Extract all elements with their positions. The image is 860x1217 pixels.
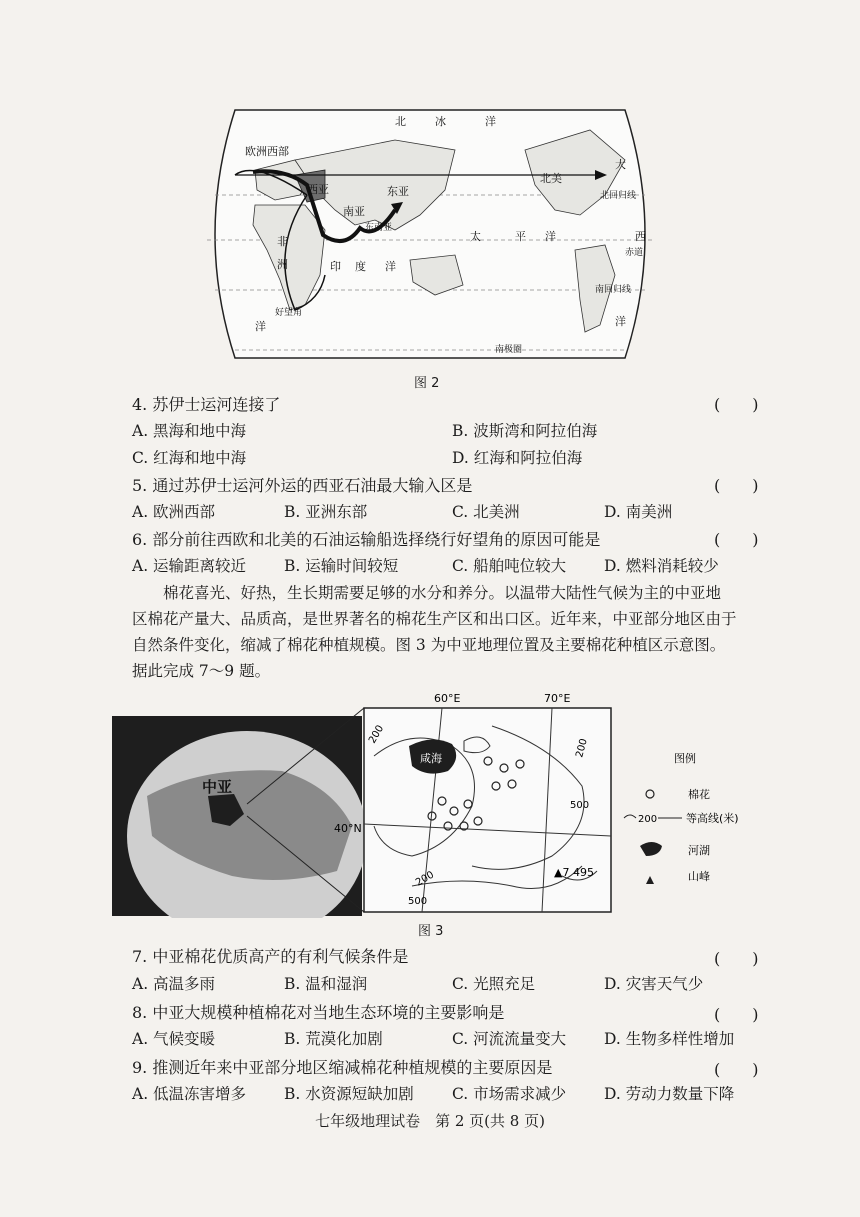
- map-label-xi: 西: [635, 230, 646, 243]
- map-label-equator: 赤道: [625, 248, 644, 258]
- question-5-option-d[interactable]: D. 南美洲: [604, 503, 673, 521]
- legend-cotton-label: 棉花: [688, 788, 710, 801]
- map-label-antarctic-circle: 南极圈: [495, 345, 523, 355]
- question-7-option-d[interactable]: D. 灾害天气少: [604, 975, 704, 993]
- question-5-answer-bracket[interactable]: ( ): [714, 476, 759, 495]
- question-5-option-b[interactable]: B. 亚洲东部: [284, 503, 368, 521]
- question-6-option-a[interactable]: A. 运输距离较近: [132, 557, 247, 575]
- legend-lake-icon: [640, 842, 662, 856]
- question-5-stem: 5. 通过苏伊士运河外运的西亚石油最大输入区是: [132, 476, 473, 495]
- question-6-answer-bracket[interactable]: ( ): [714, 530, 759, 549]
- question-5-option-a[interactable]: A. 欧洲西部: [132, 503, 216, 521]
- question-7-stem: 7. 中亚棉花优质高产的有利气候条件是: [132, 947, 409, 966]
- question-4-option-a[interactable]: A. 黑海和地中海: [132, 422, 247, 440]
- question-4-answer-bracket[interactable]: ( ): [714, 395, 759, 414]
- map-label-da: 大: [615, 158, 626, 171]
- question-4-option-c[interactable]: C. 红海和地中海: [132, 449, 247, 467]
- map-label-east-asia: 东亚: [387, 185, 409, 198]
- map-label-yang4: 洋: [255, 320, 266, 333]
- question-6-option-b[interactable]: B. 运输时间较短: [284, 557, 399, 575]
- question-7-option-a[interactable]: A. 高温多雨: [132, 975, 216, 993]
- map-label-africa-1: 非: [277, 235, 288, 248]
- question-7-option-b[interactable]: B. 温和湿润: [284, 975, 368, 993]
- question-8-option-a[interactable]: A. 气候变暖: [132, 1030, 216, 1048]
- question-7-option-c[interactable]: C. 光照充足: [452, 975, 536, 993]
- lake-label-aral-sea: 咸海: [420, 752, 442, 765]
- contour-label-500-a: 500: [570, 800, 590, 811]
- question-6-option-d[interactable]: D. 燃料消耗较少: [604, 557, 719, 575]
- passage-line-4: 据此完成 7～9 题。: [132, 662, 271, 680]
- map-label-africa-2: 洲: [277, 258, 288, 271]
- contour-label-200-a: 200: [367, 723, 387, 746]
- map-label-yin: 印: [330, 260, 341, 273]
- map-label-western-europe: 欧洲西部: [245, 145, 289, 158]
- question-9-option-c[interactable]: C. 市场需求减少: [452, 1085, 567, 1103]
- question-7-answer-bracket[interactable]: ( ): [714, 949, 759, 968]
- question-8-option-c[interactable]: C. 河流流量变大: [452, 1030, 567, 1048]
- page-footer: 七年级地理试卷 第 2 页(共 8 页): [315, 1112, 545, 1130]
- longitude-label-60e: 60°E: [434, 692, 461, 705]
- question-5-option-c[interactable]: C. 北美洲: [452, 503, 520, 521]
- map-label-west-asia: 西亚: [307, 183, 329, 196]
- figure-3-central-asia-map: [112, 686, 784, 918]
- map-label-ocean: 洋: [485, 115, 496, 128]
- question-9-option-d[interactable]: D. 劳动力数量下降: [604, 1085, 735, 1103]
- map-label-north-america: 北美: [540, 172, 562, 185]
- map-label-yang2: 洋: [545, 230, 556, 243]
- map-label-cape-good-hope: 好望角: [275, 308, 303, 318]
- peak-label: ▲7 495: [554, 866, 594, 879]
- globe-label-central-asia: 中亚: [202, 778, 233, 796]
- legend-peak-label: 山峰: [688, 870, 710, 883]
- map-label-south-asia: 南亚: [343, 205, 365, 218]
- legend-peak-icon: [646, 876, 654, 884]
- question-9-answer-bracket[interactable]: ( ): [714, 1060, 759, 1079]
- figure-3-caption: 图 3: [418, 924, 444, 939]
- question-9-stem: 9. 推测近年来中亚部分地区缩减棉花种植规模的主要原因是: [132, 1058, 553, 1077]
- contour-label-200-b: 200: [574, 737, 590, 759]
- figure-2-world-map: [195, 100, 665, 370]
- question-4-stem: 4. 苏伊士运河连接了: [132, 395, 281, 414]
- legend-contour-label: 等高线(米): [686, 812, 739, 825]
- question-4-option-b[interactable]: B. 波斯湾和阿拉伯海: [452, 422, 598, 440]
- map-label-ice: 冰: [435, 115, 446, 128]
- legend-contour-value: 200: [638, 814, 658, 825]
- map-label-du: 度: [355, 260, 366, 273]
- question-6-option-c[interactable]: C. 船舶吨位较大: [452, 557, 567, 575]
- legend-cotton-icon: [646, 790, 654, 798]
- latitude-label-40n: 40°N: [334, 822, 362, 835]
- question-4-option-d[interactable]: D. 红海和阿拉伯海: [452, 449, 583, 467]
- question-8-stem: 8. 中亚大规模种植棉花对当地生态环境的主要影响是: [132, 1003, 505, 1022]
- contour-label-200-c: 200: [414, 869, 437, 889]
- legend-title: 图例: [674, 752, 696, 765]
- question-9-option-b[interactable]: B. 水资源短缺加剧: [284, 1085, 414, 1103]
- longitude-label-70e: 70°E: [544, 692, 571, 705]
- map-label-yang3: 洋: [385, 260, 396, 273]
- question-8-option-d[interactable]: D. 生物多样性增加: [604, 1030, 735, 1048]
- question-9-option-a[interactable]: A. 低温冻害增多: [132, 1085, 247, 1103]
- passage-line-1: 棉花喜光、好热，生长期需要足够的水分和养分。以温带大陆性气候为主的中亚地: [163, 584, 722, 602]
- question-8-answer-bracket[interactable]: ( ): [714, 1005, 759, 1024]
- passage-cotton: [132, 580, 772, 684]
- figure-2-caption: 图 2: [414, 376, 440, 391]
- map-label-southeast-asia: 东南亚: [365, 223, 393, 233]
- passage-line-2: 区棉花产量大、品质高，是世界著名的棉花生产区和出口区。近年来，中亚部分地区由于: [132, 610, 737, 628]
- contour-label-500-b: 500: [408, 896, 428, 907]
- map-label-tropic-cancer: 北回归线: [600, 191, 637, 201]
- map-label-tai: 太: [470, 230, 481, 243]
- passage-line-3: 自然条件变化，缩减了棉花种植规模。图 3 为中亚地理位置及主要棉花种植区示意图。: [132, 636, 726, 654]
- map-label-tropic-capricorn: 南回归线: [595, 285, 632, 295]
- map-label-ping: 平: [515, 230, 526, 243]
- question-6-stem: 6. 部分前往西欧和北美的石油运输船选择绕行好望角的原因可能是: [132, 530, 601, 549]
- map-label-north: 北: [395, 115, 406, 128]
- map-label-yang5: 洋: [615, 315, 626, 328]
- legend-lake-label: 河湖: [688, 844, 710, 857]
- question-8-option-b[interactable]: B. 荒漠化加剧: [284, 1030, 383, 1048]
